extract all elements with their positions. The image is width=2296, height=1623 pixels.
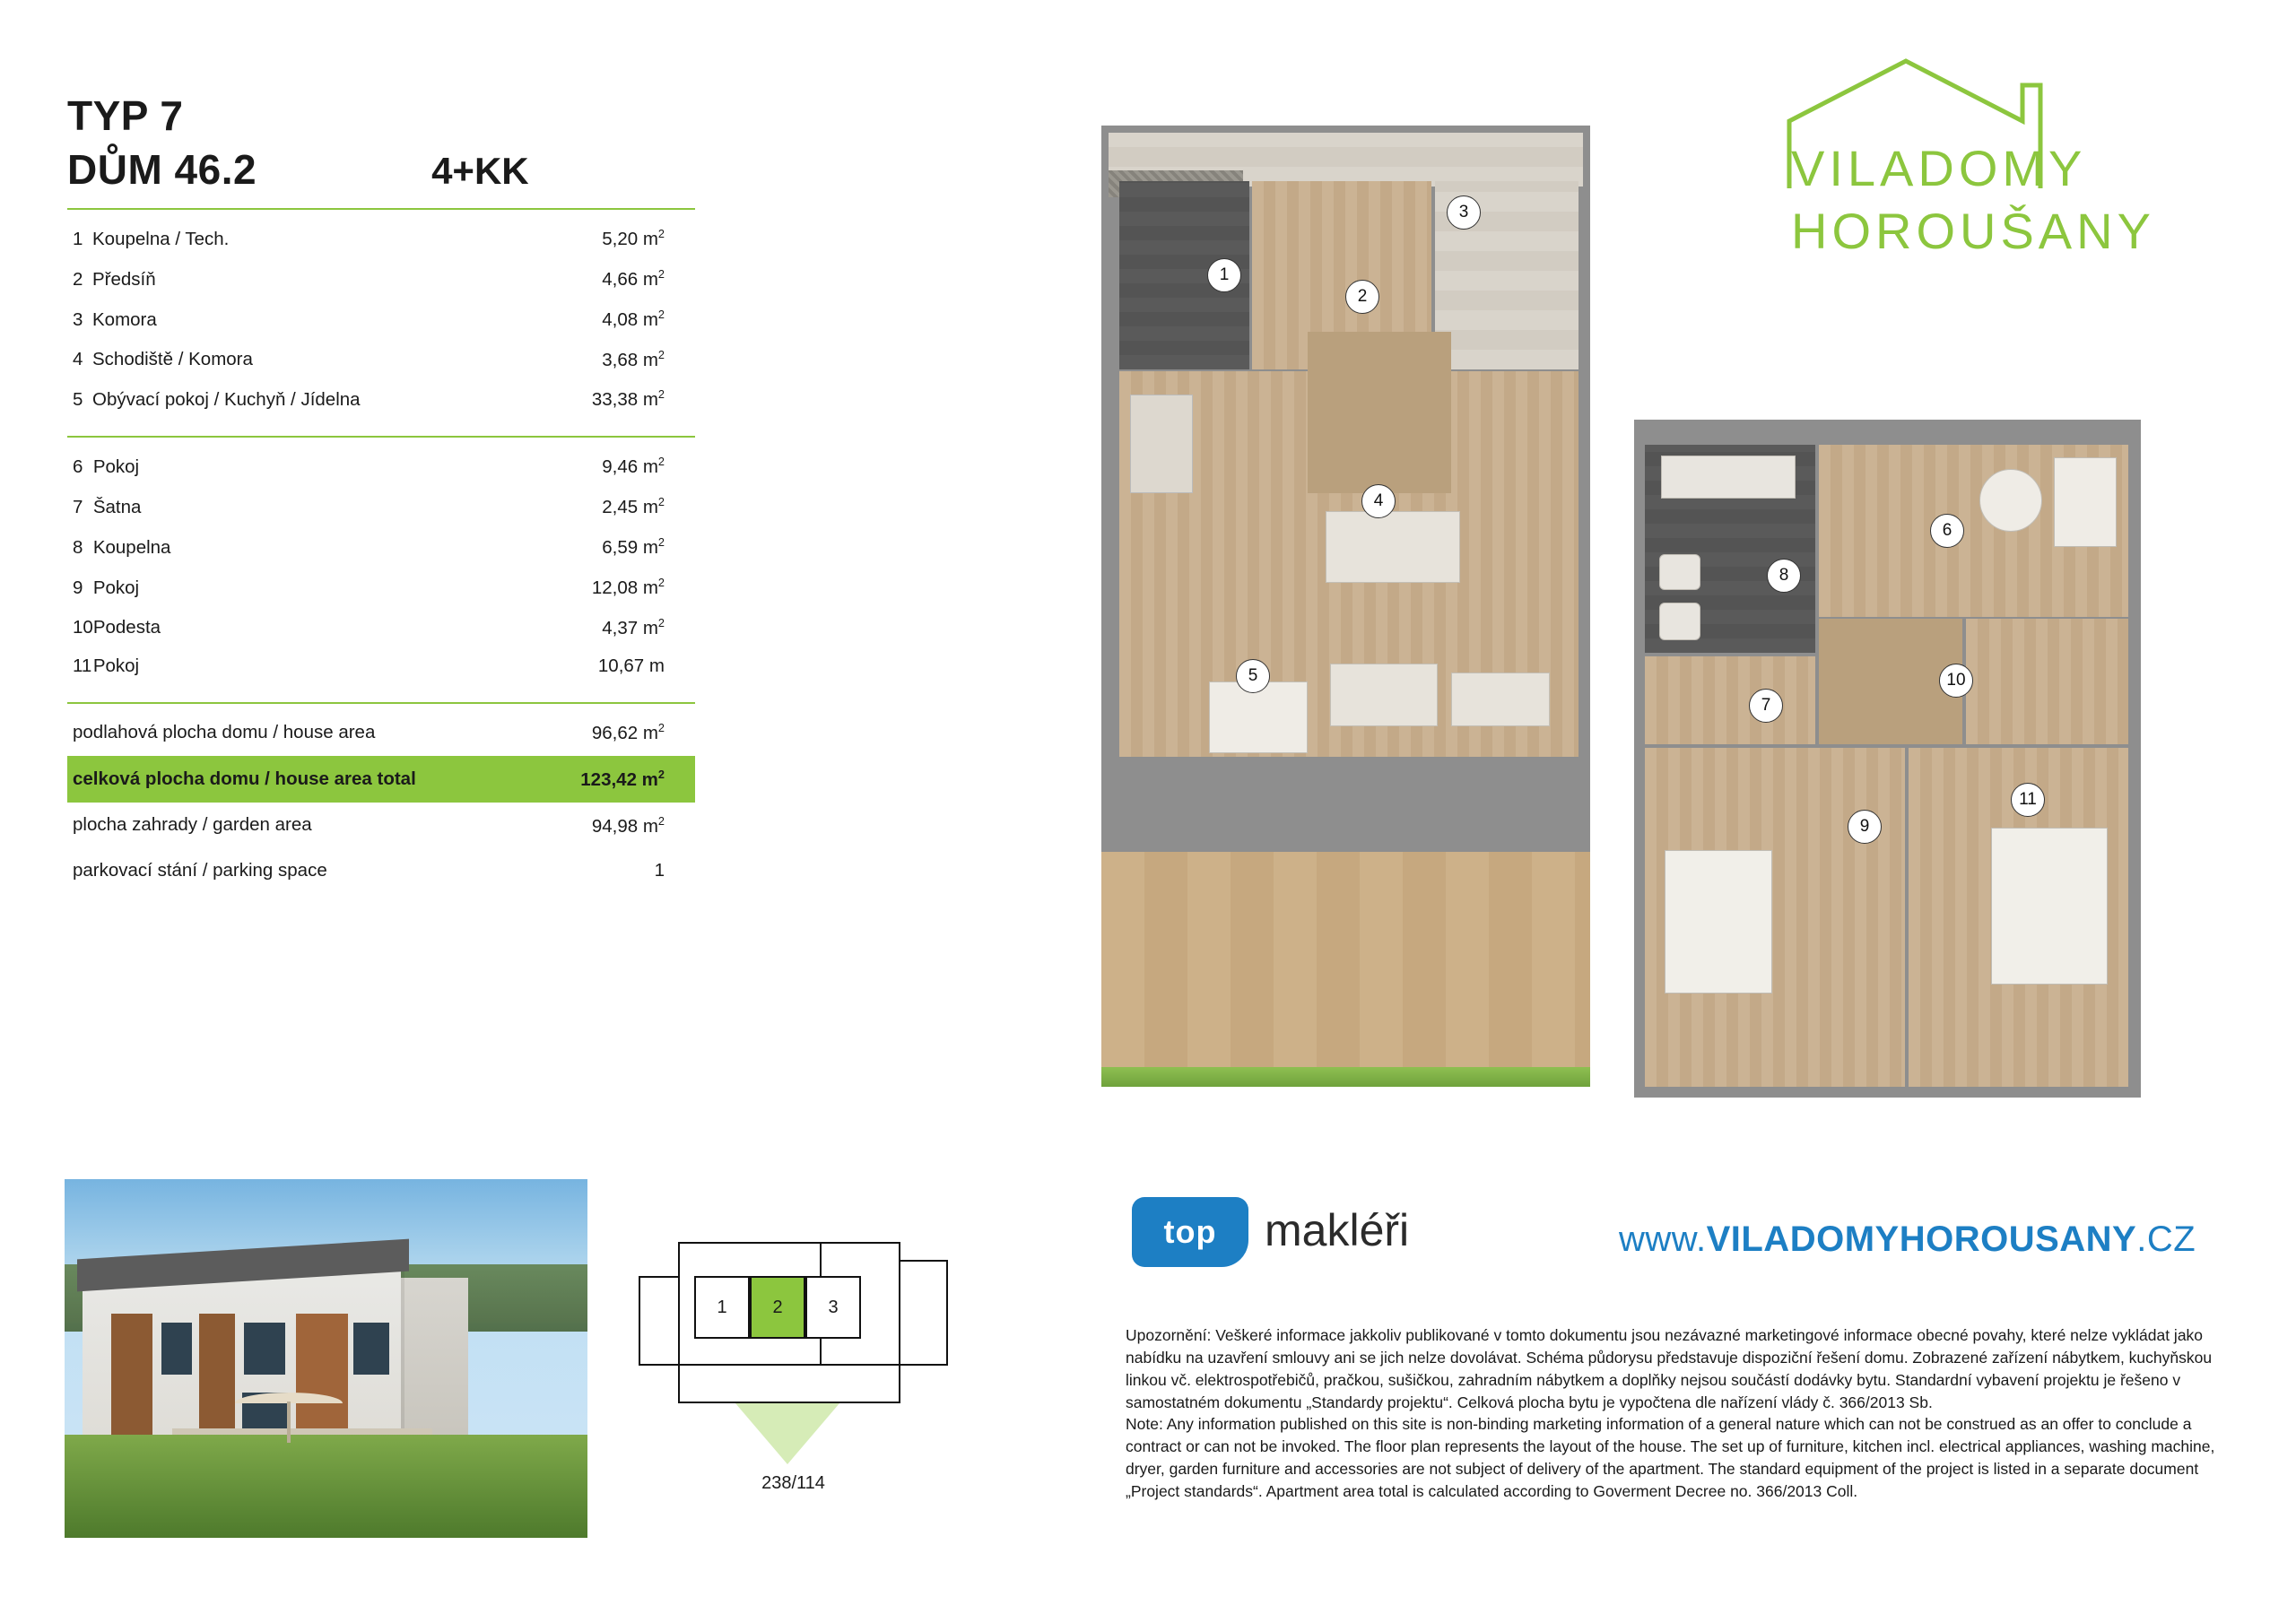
photo-window bbox=[161, 1323, 192, 1375]
summary-value: 94,98 $m^2$ bbox=[591, 813, 665, 837]
house-number: DŮM 46.2 bbox=[67, 146, 257, 194]
room-area: 9,46 $m^2$ bbox=[602, 455, 665, 478]
room-name: Koupelna / Tech. bbox=[92, 228, 230, 249]
broker-badge: top bbox=[1132, 1197, 1248, 1267]
table-row bbox=[67, 526, 695, 567]
table-row bbox=[67, 258, 695, 299]
disclaimer-cz: Upozornění: Veškeré informace jakkoliv publikované v tomto dokumentu jsou nezávazné marketingové informace obecné povahy, které nelze vykládat jako nabídku na uzavření smlouvy ani se jich nelze dovolávat. Schéma půdorysu představuje dispoziční řešení domu. Zobrazené zařízení nábytkem, kuchyňskou linkou vč. elektrospotřebičů, pračkou, sušičkou, zahradním nábytkem a doplňky nejsou součástí dodávky bytu. Standardní vybavení projektu je řešeno v samostatném dokumentu „Standardy projektu“. Celková plocha bytu je vypočtena dle nařízení vlády č. 366/2013 Sb. bbox=[1126, 1326, 2213, 1411]
disclaimer-en: Note: Any information published on this site is non-binding marketing information of a general nature which can not be construed as an offer to conclude a contract or can not be invoked. The floor plan represents the layout of the house. The set up of furniture, kitchen incl. electrical appliances, washing machine, dryer, garden furniture and accessories are not subject of delivery of the apartment. The standard equipment of the project is listed in a separate document „Project standards“. Apartment area total is calculated according to Goverment Decree no. 366/2013 Coll. bbox=[1126, 1415, 2215, 1500]
gf-marker-4: 4 bbox=[1361, 484, 1396, 518]
siteplan-unit-2-selected[interactable]: 2 bbox=[750, 1276, 805, 1339]
uf-washbasin bbox=[1659, 554, 1700, 590]
room-name: Komora bbox=[92, 308, 157, 330]
table-row bbox=[67, 607, 695, 647]
room-index: 4 bbox=[73, 349, 83, 370]
broker-logo[interactable] bbox=[1132, 1197, 1509, 1273]
web-prefix: www. bbox=[1619, 1219, 1707, 1259]
room-index: 8 bbox=[73, 536, 83, 558]
room-name: Pokoj bbox=[92, 655, 140, 677]
room-area: 12,08 $m^2$ bbox=[591, 575, 665, 598]
room-index: 5 bbox=[73, 389, 83, 411]
uf-round-table bbox=[1979, 469, 2042, 532]
room-area: 4,08 $m^2$ bbox=[602, 307, 665, 330]
uf-marker-6: 6 bbox=[1930, 514, 1964, 548]
uf-marker-10: 10 bbox=[1939, 664, 1973, 698]
siteplan-unit-1[interactable]: 1 bbox=[694, 1276, 750, 1339]
siteplan-parcel-label: 238/114 bbox=[761, 1473, 825, 1493]
table-row bbox=[67, 339, 695, 379]
uf-bed-11 bbox=[1991, 828, 2108, 985]
photo-window bbox=[244, 1323, 285, 1375]
broker-word: makléři bbox=[1265, 1205, 1410, 1255]
web-main: VILADOMYHOROUSANY bbox=[1706, 1219, 2137, 1259]
siteplan-outline-right bbox=[899, 1260, 948, 1366]
room-area: 10,67 m bbox=[597, 655, 665, 677]
summary-row-parking bbox=[67, 848, 695, 893]
gf-garden-strip bbox=[1101, 1067, 1590, 1087]
table-row bbox=[67, 447, 695, 487]
layout-type: 4+KK bbox=[431, 150, 529, 193]
gf-staircase bbox=[1308, 332, 1451, 493]
table-row bbox=[67, 567, 695, 607]
room-name: Obývací pokoj / Kuchyň / Jídelna bbox=[92, 389, 361, 411]
divider-green-top bbox=[67, 208, 695, 210]
uf-stairs bbox=[1966, 619, 2128, 744]
room-name: Schodiště / Komora bbox=[92, 349, 253, 370]
room-index: 1 bbox=[73, 228, 83, 249]
table-row bbox=[67, 379, 695, 420]
house-row bbox=[67, 146, 695, 194]
web-suffix: .CZ bbox=[2136, 1219, 2196, 1259]
floorplan-ground-image bbox=[1101, 126, 1590, 1096]
building-photo bbox=[65, 1179, 587, 1538]
gf-terrace bbox=[1101, 852, 1590, 1067]
website-link[interactable] bbox=[1619, 1219, 2196, 1260]
siteplan-outline-left bbox=[639, 1276, 680, 1366]
logo-line-1: VILADOMY bbox=[1791, 140, 2087, 196]
siteplan-unit-3[interactable]: 3 bbox=[805, 1276, 861, 1339]
info-panel bbox=[67, 94, 695, 893]
photo-parasol-pole bbox=[287, 1402, 291, 1443]
summary-value: 123,42 $m^2$ bbox=[580, 767, 665, 790]
photo-lawn bbox=[65, 1435, 587, 1538]
uf-marker-9: 9 bbox=[1848, 810, 1882, 844]
gf-marker-2: 2 bbox=[1345, 280, 1379, 314]
room-index: 6 bbox=[73, 456, 83, 478]
room-area: 4,66 $m^2$ bbox=[602, 266, 665, 290]
room-index: 11 bbox=[73, 655, 92, 677]
divider-green-mid bbox=[67, 436, 695, 438]
room-name: Koupelna bbox=[92, 536, 171, 558]
uf-marker-11: 11 bbox=[2011, 783, 2045, 817]
logo-line-2: HOROUŠANY bbox=[1791, 203, 2155, 259]
gf-armchair bbox=[1451, 673, 1550, 726]
gf-marker-5: 5 bbox=[1236, 659, 1270, 693]
divider-green-bottom bbox=[67, 702, 695, 704]
brand-logo bbox=[1771, 54, 2238, 287]
disclaimer-block bbox=[1126, 1324, 2229, 1503]
room-name: Pokoj bbox=[92, 577, 140, 598]
summary-value: 1 bbox=[654, 860, 665, 881]
room-table-ground bbox=[67, 219, 695, 420]
floorplan-upper-floor bbox=[1634, 420, 2141, 1098]
photo-wood-panel bbox=[111, 1314, 152, 1448]
table-row bbox=[67, 487, 695, 527]
gf-marker-1: 1 bbox=[1207, 258, 1241, 292]
summary-label: podlahová plocha domu / house area bbox=[73, 721, 376, 742]
uf-marker-7: 7 bbox=[1749, 689, 1783, 723]
room-index: 2 bbox=[73, 268, 83, 290]
room-name: Šatna bbox=[92, 496, 142, 517]
floorplan-ground-floor bbox=[1101, 126, 1590, 1096]
photo-house-side bbox=[401, 1278, 468, 1444]
room-index: 7 bbox=[73, 496, 83, 517]
room-index: 9 bbox=[73, 577, 83, 598]
siteplan-outline-bottom bbox=[678, 1364, 900, 1403]
title-block bbox=[67, 94, 695, 192]
summary-row-garden bbox=[67, 803, 695, 849]
room-area: 2,45 $m^2$ bbox=[602, 495, 665, 517]
uf-wardrobe-7 bbox=[1645, 656, 1815, 744]
uf-toilet bbox=[1659, 603, 1700, 640]
uf-desk bbox=[2054, 457, 2117, 547]
room-area: 6,59 $m^2$ bbox=[602, 534, 665, 558]
room-area: 5,20 $m^2$ bbox=[602, 227, 665, 249]
gf-table bbox=[1326, 511, 1460, 583]
page-title: TYP 7 bbox=[67, 92, 184, 139]
summary-label: plocha zahrady / garden area bbox=[73, 814, 312, 836]
siteplan-garden-wedge bbox=[735, 1403, 839, 1464]
room-name: Pokoj bbox=[92, 456, 140, 478]
gf-marker-3: 3 bbox=[1447, 195, 1481, 230]
summary-label: celková plocha domu / house area total bbox=[73, 768, 416, 789]
summary-row-house-area bbox=[67, 709, 695, 756]
uf-bathtub bbox=[1661, 456, 1796, 499]
photo-window bbox=[353, 1323, 389, 1375]
room-name: Podesta bbox=[92, 617, 161, 638]
summary-row-total bbox=[67, 756, 695, 803]
summary-label: parkovací stání / parking space bbox=[73, 860, 327, 881]
site-plan bbox=[639, 1233, 970, 1493]
room-index: 3 bbox=[73, 308, 83, 330]
room-area: 33,38 $m^2$ bbox=[591, 387, 665, 411]
room-area: 3,68 $m^2$ bbox=[602, 347, 665, 370]
summary-table bbox=[67, 709, 695, 893]
room-index: 10 bbox=[73, 617, 93, 638]
room-area: 4,37 $m^2$ bbox=[602, 615, 665, 638]
room-table-upper bbox=[67, 447, 695, 686]
gf-kitchen-counter bbox=[1130, 395, 1193, 493]
summary-value: 96,62 $m^2$ bbox=[591, 720, 665, 743]
uf-bed-9 bbox=[1665, 850, 1772, 994]
gf-sofa bbox=[1330, 664, 1438, 726]
floorplan-upper-image bbox=[1634, 420, 2141, 1098]
table-row bbox=[67, 299, 695, 339]
table-row bbox=[67, 647, 695, 686]
uf-marker-8: 8 bbox=[1767, 559, 1801, 593]
table-row bbox=[67, 219, 695, 259]
room-name: Předsíň bbox=[92, 268, 156, 290]
